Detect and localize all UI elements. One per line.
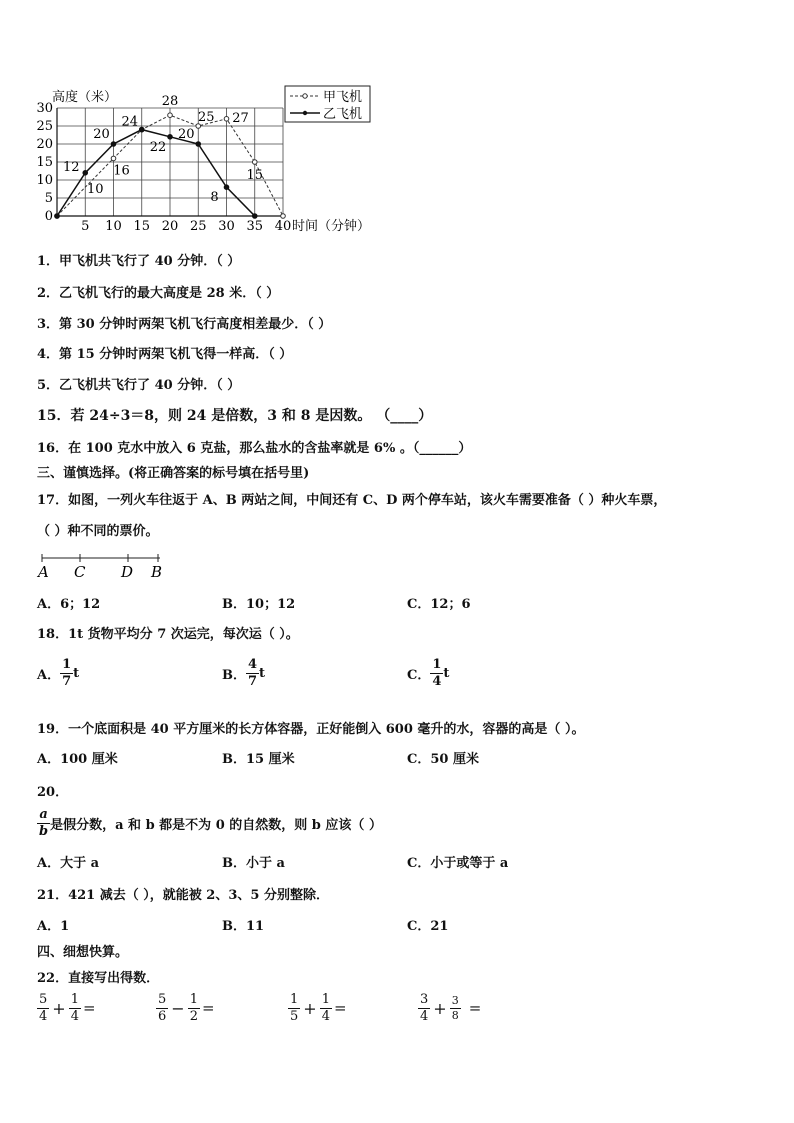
station-label-d: D	[121, 563, 134, 581]
legend-marker-jia	[303, 94, 307, 98]
calc-3-equals: =	[333, 999, 347, 1018]
data-point	[55, 214, 60, 219]
x-tick-label: 30	[218, 219, 235, 234]
calc-expr-3	[288, 993, 347, 1023]
judge-item-3: 3．第 30 分钟时两架飞机飞行高度相差最少．（ ）	[37, 317, 332, 332]
calc-4-operator: +	[433, 998, 447, 1018]
q18-option-b[interactable]	[222, 658, 265, 688]
y-tick-label: 15	[36, 155, 53, 170]
question-21: 21．421 减去（ ），就能被 2、3、5 分别整除．	[37, 888, 329, 903]
calc-2-frac-b: $\frac{1}{2}$	[189, 992, 198, 1024]
q21-option-a[interactable]: A．1	[37, 919, 70, 934]
y-tick-label: 10	[36, 173, 53, 188]
calc-1-operator: +	[52, 998, 66, 1018]
q18-option-a-unit: t	[73, 665, 80, 681]
q17-option-c[interactable]: C．12；6	[407, 597, 471, 612]
data-point	[196, 142, 201, 147]
q18-option-b-unit: t	[259, 665, 266, 681]
judge-item-4: 4．第 15 分钟时两架飞机飞得一样高．（ ）	[37, 347, 293, 362]
station-label-c: C	[74, 563, 86, 581]
q20-option-c[interactable]: C．小于或等于 a	[407, 856, 509, 871]
calc-2-equals: =	[201, 999, 215, 1018]
q20-text: 是假分数，a 和 b 都是不为 0 的自然数，则 b 应该（ ）	[50, 817, 382, 833]
data-point	[224, 185, 229, 190]
calc-1-frac-a: $\frac{5}{4}$	[39, 992, 48, 1024]
y-tick-label: 5	[44, 191, 53, 206]
data-label: 16	[113, 163, 130, 179]
q18-option-a-fraction: $\frac{1}{7}$	[62, 657, 72, 689]
x-tick-label: 35	[246, 219, 264, 234]
x-tick-label: 15	[133, 219, 151, 234]
calc-expr-2	[156, 993, 215, 1023]
chart-legend	[285, 86, 370, 122]
data-label: 15	[246, 168, 264, 183]
calc-expr-4	[418, 993, 481, 1023]
q21-option-c[interactable]: C．21	[407, 919, 449, 934]
q18-option-c[interactable]	[407, 658, 449, 688]
question-22: 22．直接写出得数．	[37, 971, 160, 986]
judge-item-5: 5．乙飞机共飞行了 40 分钟．（ ）	[37, 378, 241, 393]
x-tick-label: 20	[161, 219, 179, 234]
question-20	[37, 808, 382, 838]
data-label: 8	[210, 190, 219, 206]
question-15: 15．若 24÷3＝8，则 24 是倍数，3 和 8 是因数。 （____）	[37, 408, 433, 424]
data-point	[252, 160, 257, 165]
data-label: 24	[121, 114, 139, 130]
data-point	[281, 214, 286, 219]
data-point	[111, 142, 116, 147]
legend-marker-yi	[303, 111, 307, 115]
question-18: 18．1t 货物平均分 7 次运完，每次运（ ）。	[37, 627, 299, 642]
data-label-extra: 10	[86, 181, 104, 197]
altitude-line-chart	[0, 80, 400, 240]
chart-grid	[57, 108, 283, 216]
chart-y-ticks	[36, 101, 53, 224]
q18-option-a[interactable]	[37, 658, 79, 688]
data-point	[168, 135, 173, 140]
chart-x-ticks	[81, 219, 291, 234]
legend-label-yi: 乙飞机	[323, 107, 363, 122]
calc-1-frac-b: $\frac{1}{4}$	[70, 992, 79, 1024]
calc-3-frac-a: $\frac{1}{5}$	[290, 992, 299, 1024]
data-label: 22	[149, 139, 167, 155]
data-label: 28	[161, 94, 179, 110]
calc-expr-1	[37, 993, 96, 1023]
q18-option-b-prefix: B．	[222, 667, 246, 683]
q19-option-a[interactable]: A．100 厘米	[37, 752, 118, 767]
chart-x-axis-label: 时间（分钟）	[292, 219, 371, 234]
y-tick-label: 30	[36, 101, 53, 116]
q18-option-a-prefix: A．	[37, 667, 61, 683]
x-tick-label: 5	[81, 219, 90, 234]
calc-2-operator: −	[171, 998, 185, 1018]
data-point	[224, 117, 229, 122]
judge-item-2: 2．乙飞机飞行的最大高度是 28 米．（ ）	[37, 286, 280, 301]
station-label-a: A	[38, 563, 49, 581]
data-point	[252, 214, 257, 219]
section-4-heading: 四、细想快算。	[37, 945, 129, 960]
judge-item-1: 1．甲飞机共飞行了 40 分钟．（ ）	[37, 254, 241, 269]
question-19: 19．一个底面积是 40 平方厘米的长方体容器，正好能倒入 600 毫升的水，容器的高是（ ）。	[37, 722, 585, 737]
section-3-heading: 三、谨慎选择。(将正确答案的标号填在括号里)	[37, 466, 310, 481]
question-17-line1: 17．如图，一列火车往返于 A、B 两站之间，中间还有 C、D 两个停车站，该火车需要准备（ ）种火车票，	[37, 493, 667, 508]
q19-option-c[interactable]: C．50 厘米	[407, 752, 479, 767]
legend-label-jia: 甲飞机	[323, 90, 363, 105]
question-17-line2: （ ）种不同的票价。	[37, 524, 159, 539]
data-point	[83, 171, 88, 176]
station-line-diagram	[36, 550, 176, 582]
q18-option-c-prefix: C．	[407, 667, 431, 683]
q20-fraction: $\frac{a}{b}$	[39, 807, 49, 839]
data-label: 20	[177, 127, 195, 142]
x-tick-label: 25	[189, 219, 207, 234]
data-label: 20	[93, 127, 110, 142]
y-tick-label: 0	[44, 209, 53, 224]
x-tick-label: 10	[105, 219, 122, 234]
calc-4-frac-b: $\frac{3}{8}$	[451, 994, 459, 1022]
data-label: 12	[62, 159, 80, 175]
q19-option-b[interactable]: B．15 厘米	[222, 752, 295, 767]
station-label-b: B	[151, 563, 163, 581]
calc-4-equals: =	[468, 999, 482, 1018]
calc-2-frac-a: $\frac{5}{6}$	[158, 992, 167, 1024]
q20-option-b[interactable]: B．小于 a	[222, 856, 285, 871]
data-point	[111, 156, 116, 161]
question-16: 16．在 100 克水中放入 6 克盐，那么盐水的含盐率就是 6% 。（______）	[37, 441, 472, 456]
data-point	[168, 113, 173, 118]
calc-3-operator: +	[303, 998, 317, 1018]
data-label: 27	[232, 110, 249, 126]
calc-4-frac-a: $\frac{3}{4}$	[420, 992, 429, 1024]
data-label: 25	[197, 110, 215, 125]
q17-option-a[interactable]: A．6；12	[37, 597, 101, 612]
q17-option-b[interactable]: B．10；12	[222, 597, 296, 612]
q18-option-b-fraction: $\frac{4}{7}$	[248, 657, 258, 689]
x-tick-label: 40	[274, 219, 292, 234]
q18-option-c-fraction: $\frac{1}{4}$	[432, 657, 442, 689]
chart-y-axis-label: 高度（米）	[52, 90, 118, 105]
calc-3-frac-b: $\frac{1}{4}$	[321, 992, 330, 1024]
question-20-number: 20．	[37, 785, 69, 800]
data-point	[139, 127, 144, 132]
q18-option-c-unit: t	[443, 665, 450, 681]
y-tick-label: 20	[36, 137, 53, 152]
y-tick-label: 25	[36, 119, 53, 134]
q21-option-b[interactable]: B．11	[222, 919, 265, 934]
q20-option-a[interactable]: A．大于 a	[37, 856, 100, 871]
calc-1-equals: =	[82, 999, 96, 1018]
